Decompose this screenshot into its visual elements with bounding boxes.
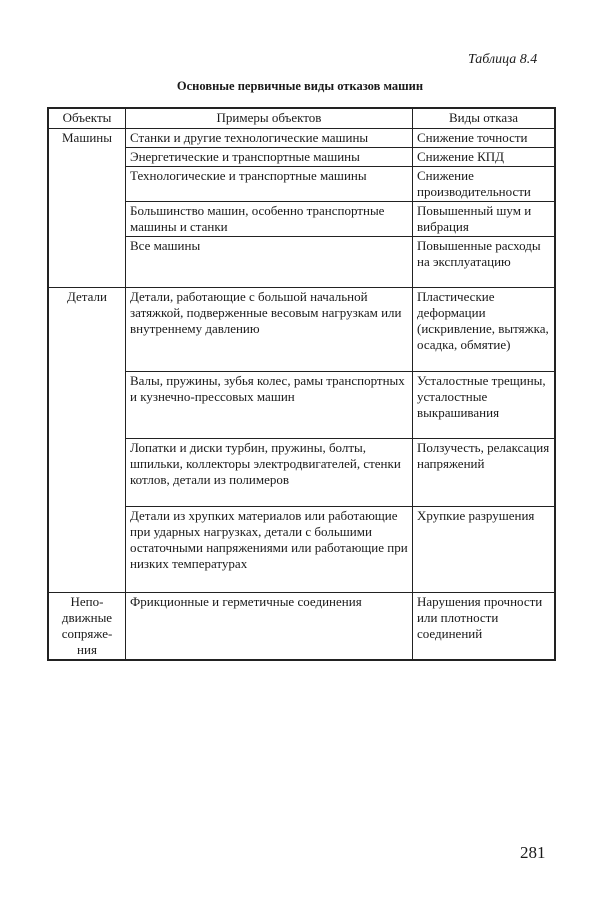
table-title: Основные первичные виды отказов машин <box>176 79 424 93</box>
object-machines: Машины <box>49 129 126 288</box>
failure-cell: Снижение точности <box>413 129 555 148</box>
example-cell: Лопатки и диски турбин, пружины, болты, шпильки, коллекторы электродвигателей, стенки котлов, детали из полимеров <box>126 439 413 507</box>
example-cell: Детали из хрупких материалов или работающие при ударных нагрузках, детали с большими остаточными напряжениями или работающие при низких температурах <box>126 507 413 593</box>
table-row <box>49 288 555 372</box>
example-cell: Все машины <box>126 237 413 288</box>
object-parts: Детали <box>49 288 126 593</box>
example-cell: Большинство машин, особенно транспортные машины и станки <box>126 202 413 237</box>
failure-cell: Повышенный шум и вибрация <box>413 202 555 237</box>
failure-cell: Ползучесть, релаксация напряжений <box>413 439 555 507</box>
failure-cell: Нарушения прочности или плотности соединений <box>413 593 555 660</box>
table-header-row <box>49 109 555 129</box>
failure-cell: Снижение КПД <box>413 148 555 167</box>
failure-types-table <box>48 108 555 660</box>
example-cell: Валы, пружины, зубья колес, рамы транспортных и кузнечно-прессовых машин <box>126 372 413 439</box>
failure-cell: Хрупкие разрушения <box>413 507 555 593</box>
table-row <box>49 129 555 148</box>
example-cell: Технологические и транспортные машины <box>126 167 413 202</box>
failure-cell: Пластические деформации (искривление, вытяжка, осадка, обмятие) <box>413 288 555 372</box>
header-examples: Примеры объектов <box>126 109 413 129</box>
table-row <box>49 593 555 660</box>
example-cell: Детали, работающие с большой начальной затяжкой, подверженные весовым нагрузкам или внутреннему давлению <box>126 288 413 372</box>
failure-cell: Усталостные трещины, усталостные выкрашивания <box>413 372 555 439</box>
table-label: Таблица 8.4 <box>468 52 538 67</box>
example-cell: Фрикционные и герметичные соединения <box>126 593 413 660</box>
failure-cell: Повышенные расходы на эксплуатацию <box>413 237 555 288</box>
header-failure-types: Виды отказа <box>413 109 555 129</box>
example-cell: Станки и другие технологические машины <box>126 129 413 148</box>
example-cell: Энергетические и транспортные машины <box>126 148 413 167</box>
page-number: 281 <box>520 843 546 862</box>
failure-cell: Снижение производительности <box>413 167 555 202</box>
header-objects: Объекты <box>49 109 126 129</box>
object-fixed-joints: Непо-движные сопряже-ния <box>49 593 126 660</box>
